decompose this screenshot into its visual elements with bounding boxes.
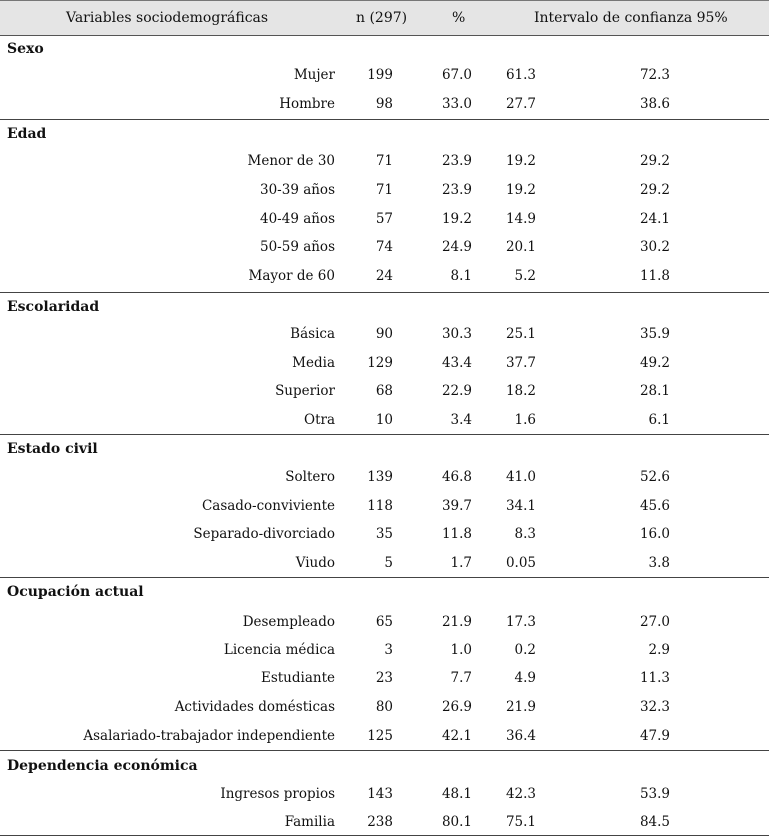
table-row <box>0 351 769 375</box>
table-row <box>0 322 769 346</box>
row-label: Otra <box>304 412 335 428</box>
table-row <box>0 178 769 202</box>
cell-n: 139 <box>367 469 393 485</box>
cell-percent: 80.1 <box>441 814 472 830</box>
section-title: Sexo <box>7 41 44 57</box>
cell-percent: 26.9 <box>441 699 472 715</box>
cell-n: 3 <box>384 642 393 658</box>
cell-percent: 22.9 <box>441 383 472 399</box>
row-label: Licencia médica <box>223 642 335 658</box>
cell-ci-upper: 11.3 <box>639 670 670 686</box>
cell-percent: 42.1 <box>441 728 472 744</box>
cell-n: 125 <box>367 728 393 744</box>
cell-ci-lower: 5.2 <box>514 268 536 284</box>
cell-ci-lower: 41.0 <box>505 469 536 485</box>
cell-ci-upper: 28.1 <box>639 383 670 399</box>
table-row <box>0 207 769 231</box>
cell-ci-upper: 6.1 <box>648 412 670 428</box>
table-row <box>0 666 769 690</box>
table-row <box>0 810 769 834</box>
table-row <box>0 235 769 259</box>
cell-percent: 11.8 <box>441 526 472 542</box>
cell-ci-lower: 42.3 <box>505 786 536 802</box>
cell-ci-upper: 29.2 <box>639 153 670 169</box>
row-label: Separado-divorciado <box>193 526 335 542</box>
cell-percent: 3.4 <box>450 412 472 428</box>
cell-ci-lower: 37.7 <box>505 355 536 371</box>
cell-percent: 30.3 <box>441 326 472 342</box>
row-label: Familia <box>284 814 335 830</box>
cell-n: 238 <box>367 814 393 830</box>
cell-n: 23 <box>375 670 393 686</box>
table-row <box>0 638 769 662</box>
table-row <box>0 782 769 806</box>
cell-ci-upper: 72.3 <box>639 67 670 83</box>
row-label: Desempleado <box>242 614 335 630</box>
cell-n: 129 <box>367 355 393 371</box>
cell-n: 35 <box>375 526 393 542</box>
row-label: Mayor de 60 <box>248 268 335 284</box>
cell-ci-lower: 0.2 <box>514 642 536 658</box>
section-title: Dependencia económica <box>7 758 198 774</box>
section-divider <box>0 835 769 836</box>
table-header <box>0 0 769 36</box>
table-row <box>0 724 769 748</box>
cell-percent: 33.0 <box>441 96 472 112</box>
cell-ci-lower: 4.9 <box>514 670 536 686</box>
cell-n: 98 <box>375 96 393 112</box>
table-row <box>0 522 769 546</box>
table-row <box>0 408 769 432</box>
row-label: Soltero <box>285 469 335 485</box>
cell-ci-lower: 8.3 <box>514 526 536 542</box>
cell-ci-upper: 52.6 <box>639 469 670 485</box>
row-label: Actividades domésticas <box>174 699 335 715</box>
table-row <box>0 494 769 518</box>
table-row <box>0 551 769 575</box>
row-label: 30-39 años <box>259 182 335 198</box>
table-row <box>0 63 769 87</box>
row-label: Mujer <box>293 67 335 83</box>
cell-ci-upper: 38.6 <box>639 96 670 112</box>
row-label: Hombre <box>279 96 335 112</box>
cell-ci-lower: 61.3 <box>505 67 536 83</box>
cell-n: 90 <box>375 326 393 342</box>
header-confidence-interval: Intervalo de confianza 95% <box>534 10 728 26</box>
cell-percent: 23.9 <box>441 182 472 198</box>
cell-percent: 1.0 <box>450 642 472 658</box>
header-n: n (297) <box>356 10 408 26</box>
cell-ci-lower: 1.6 <box>514 412 536 428</box>
cell-ci-lower: 0.05 <box>505 555 536 571</box>
table-row <box>0 379 769 403</box>
cell-percent: 67.0 <box>441 67 472 83</box>
cell-ci-upper: 2.9 <box>648 642 670 658</box>
cell-ci-upper: 11.8 <box>639 268 670 284</box>
cell-n: 71 <box>375 153 393 169</box>
header-variables: Variables sociodemográficas <box>66 10 269 26</box>
cell-ci-upper: 53.9 <box>639 786 670 802</box>
cell-n: 65 <box>375 614 393 630</box>
row-label: Menor de 30 <box>247 153 335 169</box>
cell-percent: 1.7 <box>450 555 472 571</box>
table-row <box>0 695 769 719</box>
cell-n: 57 <box>375 211 393 227</box>
table-row <box>0 610 769 634</box>
row-label: Superior <box>275 383 335 399</box>
cell-ci-lower: 18.2 <box>505 383 536 399</box>
cell-n: 5 <box>384 555 393 571</box>
cell-ci-lower: 34.1 <box>505 498 536 514</box>
section-divider <box>0 434 769 435</box>
cell-percent: 23.9 <box>441 153 472 169</box>
cell-ci-lower: 25.1 <box>505 326 536 342</box>
cell-percent: 46.8 <box>441 469 472 485</box>
cell-n: 199 <box>367 67 393 83</box>
cell-n: 80 <box>375 699 393 715</box>
cell-percent: 8.1 <box>450 268 472 284</box>
cell-ci-lower: 36.4 <box>505 728 536 744</box>
cell-ci-upper: 3.8 <box>648 555 670 571</box>
cell-n: 74 <box>375 239 393 255</box>
section-divider <box>0 577 769 578</box>
cell-ci-upper: 35.9 <box>639 326 670 342</box>
cell-ci-lower: 17.3 <box>505 614 536 630</box>
cell-n: 24 <box>375 268 393 284</box>
section-divider <box>0 292 769 293</box>
row-label: 50-59 años <box>259 239 335 255</box>
cell-percent: 48.1 <box>441 786 472 802</box>
table-row <box>0 264 769 288</box>
row-label: Ingresos propios <box>220 786 335 802</box>
cell-ci-lower: 27.7 <box>505 96 536 112</box>
row-label: Viudo <box>295 555 335 571</box>
cell-n: 143 <box>367 786 393 802</box>
cell-ci-upper: 45.6 <box>639 498 670 514</box>
cell-ci-lower: 19.2 <box>505 153 536 169</box>
table-row <box>0 92 769 116</box>
cell-percent: 39.7 <box>441 498 472 514</box>
cell-percent: 43.4 <box>441 355 472 371</box>
table-row <box>0 149 769 173</box>
cell-ci-upper: 84.5 <box>639 814 670 830</box>
section-title: Escolaridad <box>7 299 100 315</box>
cell-ci-upper: 30.2 <box>639 239 670 255</box>
row-label: Casado-conviviente <box>201 498 335 514</box>
cell-ci-lower: 19.2 <box>505 182 536 198</box>
header-percent: % <box>452 10 466 26</box>
section-divider <box>0 750 769 751</box>
cell-ci-upper: 24.1 <box>639 211 670 227</box>
cell-percent: 7.7 <box>450 670 472 686</box>
cell-ci-lower: 75.1 <box>505 814 536 830</box>
cell-n: 10 <box>375 412 393 428</box>
cell-ci-upper: 16.0 <box>639 526 670 542</box>
cell-ci-lower: 20.1 <box>505 239 536 255</box>
cell-ci-upper: 32.3 <box>639 699 670 715</box>
cell-n: 71 <box>375 182 393 198</box>
row-label: Asalariado-trabajador independiente <box>83 728 335 744</box>
row-label: Media <box>292 355 335 371</box>
row-label: Básica <box>290 326 335 342</box>
cell-ci-upper: 27.0 <box>639 614 670 630</box>
cell-ci-upper: 29.2 <box>639 182 670 198</box>
cell-percent: 19.2 <box>441 211 472 227</box>
cell-n: 68 <box>375 383 393 399</box>
row-label: 40-49 años <box>259 211 335 227</box>
section-title: Estado civil <box>7 441 98 457</box>
cell-percent: 24.9 <box>441 239 472 255</box>
section-title: Edad <box>7 126 47 142</box>
cell-ci-upper: 47.9 <box>639 728 670 744</box>
row-label: Estudiante <box>260 670 335 686</box>
cell-ci-lower: 14.9 <box>505 211 536 227</box>
section-title: Ocupación actual <box>7 584 144 600</box>
section-divider <box>0 119 769 120</box>
cell-n: 118 <box>367 498 393 514</box>
table-row <box>0 465 769 489</box>
cell-ci-lower: 21.9 <box>505 699 536 715</box>
cell-ci-upper: 49.2 <box>639 355 670 371</box>
cell-percent: 21.9 <box>441 614 472 630</box>
